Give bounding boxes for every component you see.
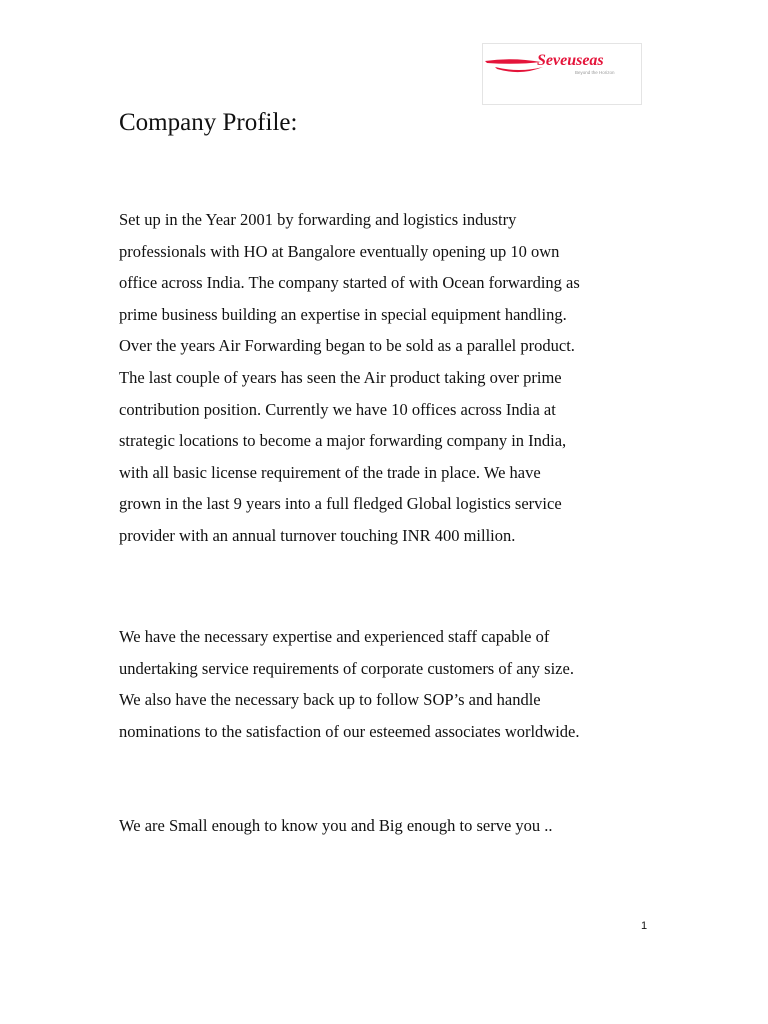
text-line: prime business building an expertise in special equipment handling. [119, 304, 567, 324]
text-line: grown in the last 9 years into a full fledged Global logistics service [119, 494, 562, 514]
text-line: office across India. The company started of with Ocean forwarding as [119, 273, 580, 293]
paragraph-company-history [119, 204, 679, 552]
text-line: with all basic license requirement of the trade in place. We have [119, 462, 541, 482]
logo-swoosh-top [485, 59, 541, 64]
text-line: undertaking service requirements of corporate customers of any size. [119, 658, 574, 678]
text-line: We are Small enough to know you and Big enough to serve you .. [119, 816, 553, 835]
page-title: Company Profile: [119, 109, 298, 136]
text-line: provider with an annual turnover touching INR 400 million. [119, 525, 516, 545]
text-line: Over the years Air Forwarding began to be sold as a parallel product. [119, 336, 575, 356]
logo-brand-text: Seveuseas [537, 52, 604, 69]
text-line: strategic locations to become a major forwarding company in India, [119, 431, 567, 451]
text-line: We have the necessary expertise and experienced staff capable of [119, 627, 550, 646]
paragraph-tagline [119, 810, 679, 842]
company-logo-image [483, 44, 643, 106]
paragraph-expertise [119, 621, 679, 747]
text-line: We also have the necessary back up to follow SOP’s and handle [119, 690, 541, 710]
text-line: professionals with HO at Bangalore eventually opening up 10 own [119, 241, 560, 261]
text-line: nominations to the satisfaction of our esteemed associates worldwide. [119, 721, 580, 741]
text-line: contribution position. Currently we have 10 offices across India at [119, 399, 556, 419]
text-line: The last couple of years has seen the Air product taking over prime [119, 367, 562, 387]
logo-tagline: Beyond the Horizon [575, 70, 615, 75]
page-number: 1 [641, 920, 648, 932]
company-logo [482, 43, 642, 105]
text-line: Set up in the Year 2001 by forwarding and logistics industry [119, 210, 517, 229]
logo-swoosh-bottom [495, 67, 543, 72]
